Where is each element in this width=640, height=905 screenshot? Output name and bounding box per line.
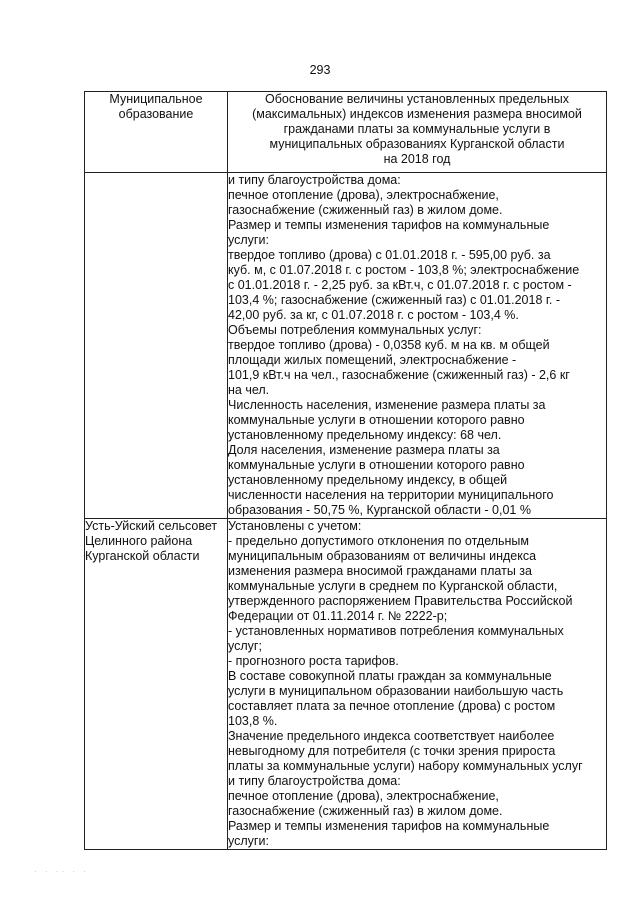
text-line: Федерации от 01.11.2014 г. № 2222-р;	[228, 609, 448, 623]
municipality-line: Усть-Уйский сельсовет	[85, 519, 218, 533]
text-line: на чел.	[228, 383, 270, 397]
text-line: В составе совокупной платы граждан за коммунальные	[228, 669, 552, 683]
text-line: образования - 50,75 %, Курганской области - 0,01 %	[228, 503, 531, 517]
page-number: 293	[309, 63, 331, 77]
tariff-justification-table	[84, 91, 607, 850]
header-line: образование	[118, 107, 194, 121]
text-line: и типу благоустройства дома:	[228, 173, 401, 187]
header-line: муниципальных образованиях Курганской области	[269, 137, 565, 151]
text-line: изменения размера вносимой гражданами платы за	[228, 564, 532, 578]
header-line: гражданами платы за коммунальные услуги в	[283, 122, 551, 136]
text-line: Доля населения, изменение размера платы за	[228, 443, 500, 457]
text-line: услуги:	[228, 834, 269, 848]
text-line: установленному предельному индексу: 68 чел.	[228, 428, 502, 442]
text-line: газоснабжение (сжиженный газ) в жилом доме.	[228, 203, 503, 217]
text-line: Установлены с учетом:	[228, 519, 362, 533]
header-line: Муниципальное	[109, 92, 203, 106]
text-line: - прогнозного роста тарифов.	[228, 654, 399, 668]
text-line: твердое топливо (дрова) с 01.01.2018 г. - 595,00 руб. за	[228, 248, 551, 262]
text-line: платы за коммунальные услуги) набору коммунальных услуг	[228, 759, 583, 773]
text-line: Значение предельного индекса соответствует наиболее	[228, 729, 555, 743]
text-line: с 01.01.2018 г. - 2,25 руб. за кВт.ч, с 01.07.2018 г. с ростом -	[228, 278, 572, 292]
text-line: численности населения на территории муниципального	[228, 488, 554, 502]
text-line: услуги в муниципальном образовании наибольшую часть	[228, 684, 564, 698]
text-line: печное отопление (дрова), электроснабжение,	[228, 188, 499, 202]
text-line: муниципальным образованиям от величины индекса	[228, 549, 537, 563]
text-line: услуги:	[228, 233, 269, 247]
municipality-cell	[85, 519, 228, 850]
text-line: твердое топливо (дрова) - 0,0358 куб. м на кв. м общей	[228, 338, 550, 352]
header-municipality	[85, 92, 228, 173]
text-line: утвержденного распоряжением Правительства Российской	[228, 594, 573, 608]
header-line: (максимальных) индексов изменения размера вносимой	[252, 107, 582, 121]
table-header-row	[85, 92, 607, 173]
scan-artifact: · · ·· · ·	[34, 867, 89, 876]
header-justification	[228, 92, 607, 173]
justification-cell	[228, 173, 607, 519]
municipality-line: Курганской области	[85, 549, 200, 563]
text-line: установленному предельному индексу, в общей	[228, 473, 508, 487]
text-line: составляет плата за печное отопление (дрова) с ростом	[228, 699, 556, 713]
text-line: коммунальные услуги в отношении которого равно	[228, 413, 525, 427]
text-line: Размер и темпы изменения тарифов на коммунальные	[228, 218, 550, 232]
text-line: печное отопление (дрова), электроснабжение,	[228, 789, 499, 803]
text-line: 103,8 %.	[228, 714, 278, 728]
text-line: Объемы потребления коммунальных услуг:	[228, 323, 482, 337]
text-line: 103,4 %; газоснабжение (сжиженный газ) с 01.01.2018 г. -	[228, 293, 561, 307]
text-line: Численность населения, изменение размера платы за	[228, 398, 546, 412]
table-row	[85, 519, 607, 850]
justification-cell	[228, 519, 607, 850]
municipality-line: Целинного района	[85, 534, 193, 548]
text-line: газоснабжение (сжиженный газ) в жилом доме.	[228, 804, 503, 818]
municipality-cell	[85, 173, 228, 519]
text-line: Размер и темпы изменения тарифов на коммунальные	[228, 819, 550, 833]
text-line: - установленных нормативов потребления коммунальных	[228, 624, 564, 638]
table-row	[85, 173, 607, 519]
header-line: на 2018 год	[383, 152, 451, 166]
text-line: невыгодному для потребителя (с точки зрения прироста	[228, 744, 556, 758]
text-line: - предельно допустимого отклонения по отдельным	[228, 534, 530, 548]
text-line: 42,00 руб. за кг, с 01.07.2018 г. с ростом - 103,4 %.	[228, 308, 519, 322]
text-line: куб. м, с 01.07.2018 г. с ростом - 103,8 %; электроснабжение	[228, 263, 580, 277]
header-line: Обоснование величины установленных предельных	[265, 92, 569, 106]
text-line: и типу благоустройства дома:	[228, 774, 401, 788]
text-line: площади жилых помещений, электроснабжение -	[228, 353, 517, 367]
text-line: 101,9 кВт.ч на чел., газоснабжение (сжиженный газ) - 2,6 кг	[228, 368, 570, 382]
text-line: услуг;	[228, 639, 262, 653]
text-line: коммунальные услуги в среднем по Курганской области,	[228, 579, 558, 593]
text-line: коммунальные услуги в отношении которого равно	[228, 458, 525, 472]
